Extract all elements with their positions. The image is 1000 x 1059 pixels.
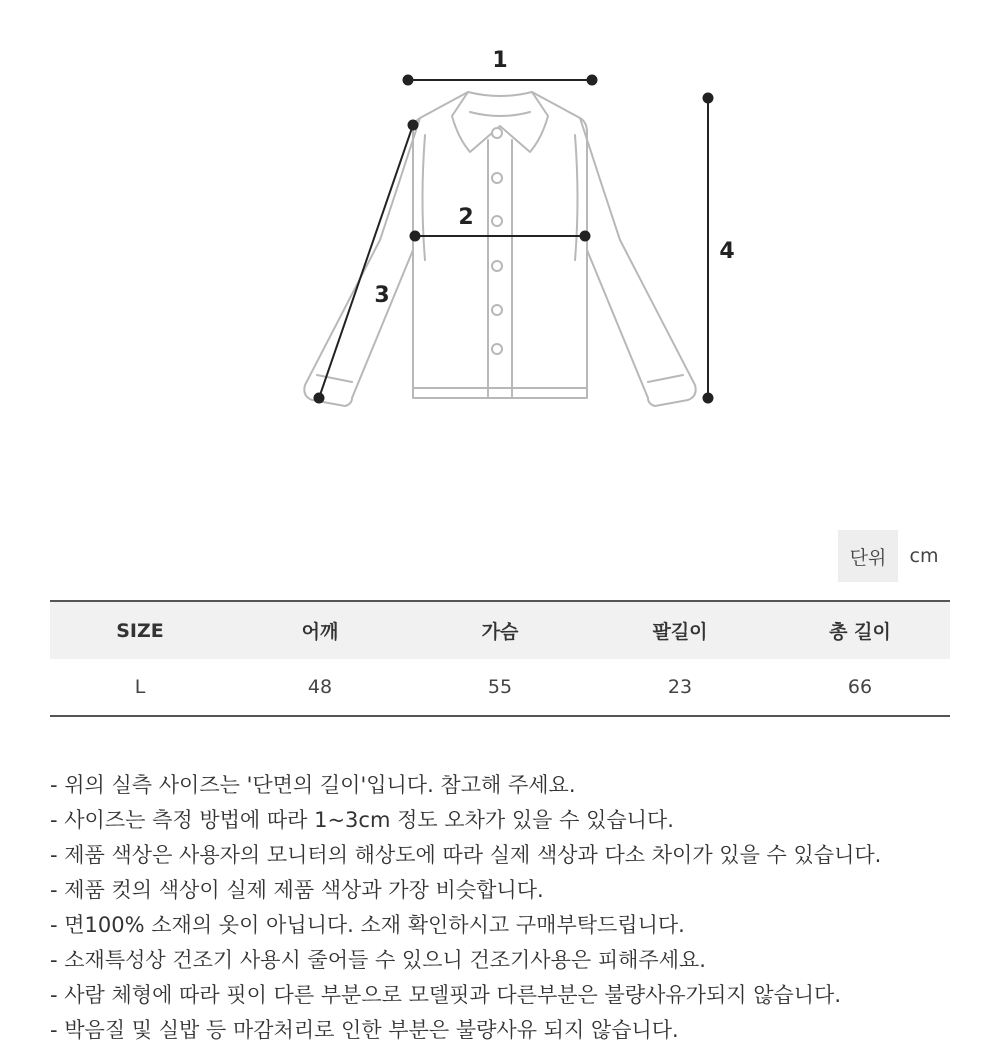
measurement-lines — [315, 76, 713, 403]
sleeve-measure-line — [319, 125, 413, 398]
header-total-length: 총 길이 — [829, 621, 891, 643]
note-item: - 사람 체형에 따라 핏이 다른 부분으로 모델핏과 다른부분은 불량사유가되지 않습니다. — [50, 983, 842, 1007]
label-3: 3 — [374, 283, 390, 308]
unit-label: 단위 — [838, 530, 898, 582]
label-4: 4 — [719, 239, 735, 264]
shirt-measurement-diagram — [0, 0, 1000, 430]
notes-list — [50, 768, 970, 1048]
unit-value: cm — [909, 545, 939, 567]
shirt-buttons — [492, 128, 502, 354]
header-size: SIZE — [116, 619, 164, 642]
cell-shoulder: 48 — [307, 676, 333, 698]
unit-indicator — [838, 530, 950, 582]
shirt-outline — [304, 92, 695, 406]
cell-total-length: 66 — [847, 676, 873, 698]
note-item: - 제품 색상은 사용자의 모니터의 해상도에 따라 실제 색상과 다소 차이가 있을 수 있습니다. — [50, 843, 882, 867]
cell-size: L — [134, 676, 146, 698]
note-item: - 박음질 및 실밥 등 마감처리로 인한 부분은 불량사유 되지 않습니다. — [50, 1018, 679, 1042]
header-sleeve: 팔길이 — [652, 621, 708, 643]
label-1: 1 — [492, 48, 508, 73]
note-item: - 위의 실측 사이즈는 '단면의 길이'입니다. 참고해 주세요. — [50, 773, 576, 797]
size-table — [50, 600, 950, 717]
cell-sleeve: 23 — [667, 676, 693, 698]
header-chest: 가슴 — [481, 621, 519, 643]
header-shoulder: 어깨 — [301, 621, 339, 643]
note-item: - 사이즈는 측정 방법에 따라 1~3cm 정도 오차가 있을 수 있습니다. — [50, 808, 674, 832]
note-item: - 소재특성상 건조기 사용시 줄어들 수 있으니 건조기사용은 피해주세요. — [50, 948, 706, 972]
table-row — [50, 659, 950, 716]
label-2: 2 — [458, 205, 474, 230]
note-item: - 면100% 소재의 옷이 아닙니다. 소재 확인하시고 구매부탁드립니다. — [50, 913, 685, 937]
cell-chest: 55 — [487, 676, 513, 698]
note-item: - 제품 컷의 색상이 실제 제품 색상과 가장 비슷합니다. — [50, 878, 544, 902]
table-header-row — [50, 601, 950, 659]
